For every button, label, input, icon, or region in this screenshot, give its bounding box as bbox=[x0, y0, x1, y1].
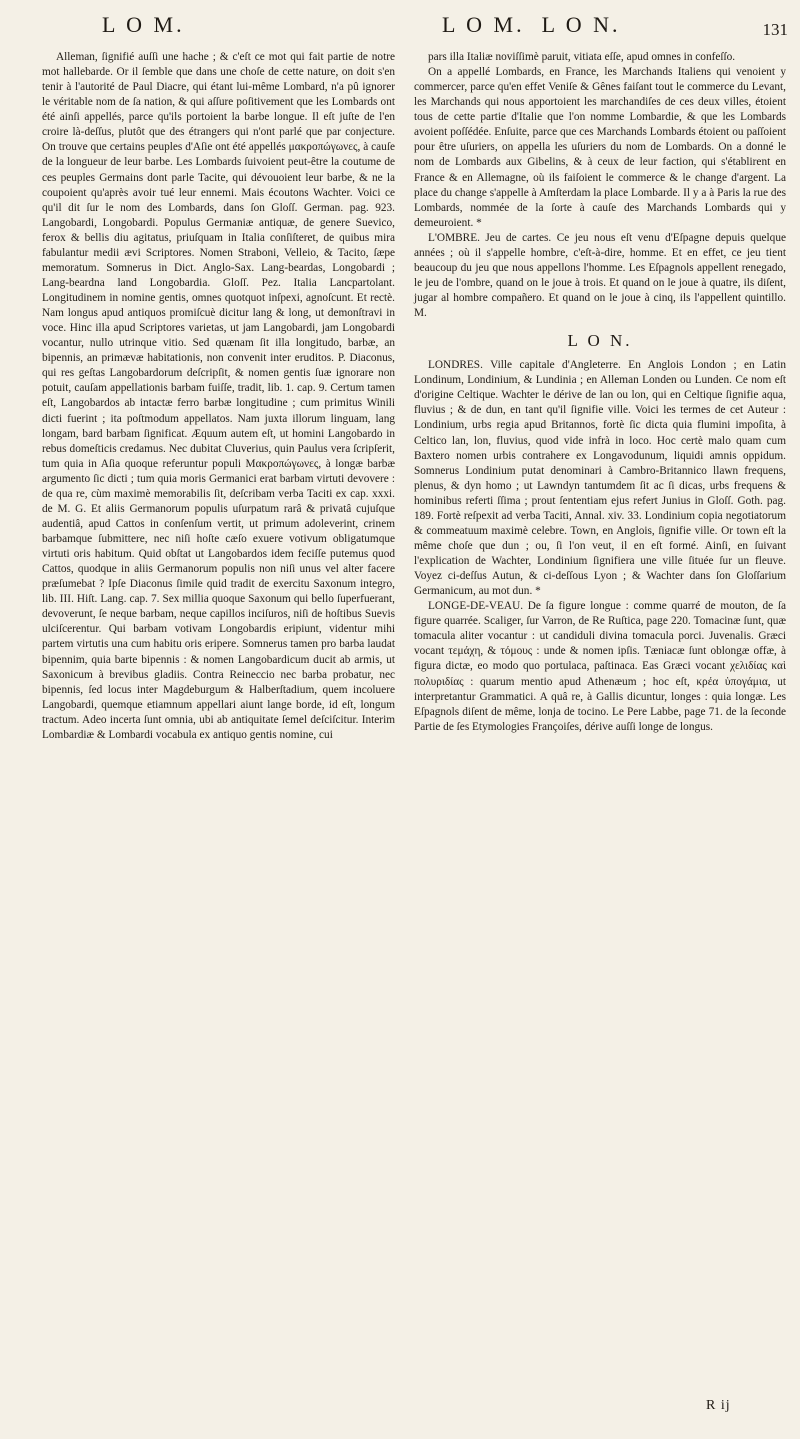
right-paragraph: pars illa Italiæ noviſſimè paruit, vitiata eſſe, apud omnes in confeſſo. bbox=[428, 51, 736, 63]
right-column bbox=[414, 50, 786, 735]
left-column bbox=[42, 50, 395, 743]
section-heading: L O N. bbox=[567, 331, 633, 351]
left-paragraph: Alleman, ſignifié auſſi une hache ; & c'eſt ce mot qui fait partie de notre mot hallebarde. Or il ſemble que dans une choſe de cette nature, on doit s'en tenir à l'autorité de Paul Diacre, qui étant lui-même Lombard, n'a pû ignorer le véritable nom de ſa nation, & qui aſſure poſitivement que les Lombards ont été ainſi appellés, parce qu'ils portoient la barbe longue. Il eſt juſte de l'en croire là-deſſus, plutôt que des étrangers qui n'ont parlé que par conjecture. On trouve que certains peuples d'Aſie ont été appellés μακροπώγωνες, à cauſe de la longueur de leur barbe. Les Lombards ſuivoient peut-être la coutume de ces peuples Germains dont parle Tacite, qui dévouoient leur barbe, & ne la coupoient qu'après avoir tué leur ennemi. Mais écoutons Wachter. Voici ce qu'il dit ſur le nom des Lombards, dans ſon Gloſſ. German. pag. 923. Langobardi, Longobardi. Populus Germaniæ antiquæ, de genere Suevico, ferox & bellis diu agitatus, priuſquam in Italia conſiſteret, de quibus mira fabulantur medii ævi Scriptores. Nomen Straboni, Velleio, & Tacito, ſæpe memoratum. Somnerus in Dict. Anglo-Sax. Lang-beardas, Longobardi ; Lang-beardna land Longobardia. Gloſſ. Pez. Italia Lancpartolant. Longitudinem in nomine gentis, omnes quotquot inſpexi, agnoſcunt. Et rectè. Nam longus apud antiquos promiſcuè dicitur lang & long, ut demonſtravi in voce. Hinc illa apud Scriptores varietas, ut jam Langobardi, jam Longobardi vocantur, nullo utrinque vitio. Sed quænam ſit illa longitudo, barbæ, an bipennis, an primævæ habitationis, non convenit inter eruditos. P. Diaconus, qui res geſtas Langobardorum deſcripſit, & nomen gentis ſuæ ignorare non potuit, cauſam appellationis barbam fuiſſe, tradit, lib. 1. cap. 9. Certum tamen eſt, Langobardos ab intactæ ferro barbæ longitudine ; cum primitus Winili dicti fuerint ; ita poſtmodum appellatos. Nam juxta illorum linguam, lang longam, bard barbam ſignificat. Æquum autem eſt, ut homini Langobardo in rebus domeſticis credamus. Nec dubitat Cluverius, quin Paulus vera ſcripſerit, tum quia in Aſia quoque referuntur populi Μακροπώγωνες, à longæ barbæ argumento ſic dicti ; tum quia moris Germanici erat barbam virtuti devovere : de qua re, cùm maximè memorabilis ſit, deſcribam verba Taciti ex cap. xxxi. de M. G. Et aliis Germanorum populis uſurpatum rarâ & privatâ cujuſque audentiâ, apud Cattos in conſenſum vertit, ut primum adoleverint, crinem barbamque ſubmittere, nec niſi hoſte cæſo exuere votivum obligatumque virtuti oris habitum. Quid obſtat ut Langobardos idem feciſſe putemus quod Cattos, quodque in aliis Germanorum populis non niſi unus vel alter facere præſumebat ? Ipſe Diaconus ſimile quid tradit de exercitu Saxonum integro, lib. III. Hiſt. Lang. cap. 7. Sex millia quoque Saxonum qui bello ſuperfuerant, devoverunt, ſe neque barbam, neque capillos inciſuros, niſi de hoſtibus Suevis ulciſcerentur. Qui barbam votivam Longobardis eripiunt, videntur mihi partem virtutis una cum habitu oris eripere. Somnerus tamen pro barba laudat bipennim, quia barte bipennis : & nomen Langobardicum ducit ab armis, ut Saxonicum à brevibus gladiis. Contra Reineccio nec barba probatur, nec bipennis, ſed locus inter Magdeburgum & Halberſtadium, quem incoluere Langobardi, quemque etiamnum appellari aiunt lange borde, id eſt, longum tractum. Adeo incerta ſunt omnia, ubi ab antiquitate ſemel deſciſcitur. Interim Lombardiæ & Lombardi vocabula ex antiquo gentis nomine, cui bbox=[42, 51, 395, 741]
left-head-title: L O M. bbox=[102, 12, 185, 37]
right-running-head bbox=[412, 0, 788, 50]
right-head-title: L O M. L O N. bbox=[442, 12, 621, 37]
right-paragraph: LONDRES. Ville capitale d'Angleterre. En Anglois London ; en Latin Londinum, Londinium, & Lundinia ; en Alleman Londen ou Lunden. Ce nom eſt d'origine Celtique. Wachter le dérive de lan ou lon, qui en Celtique ſignifie aqua, fluvius ; & de dun, en tant qu'il ſignifie ville. Voici les termes de cet Auteur : Londinium, urbs regia apud Britannos, fortè ſic dicta quia flumini impoſita, à Celtico lan, lon, fluvius, quod vide infrà in loco. Hoc certè malo quam cum Baxtero nomen urbis contrahere ex Longavodunum, liquidi amnis oppidum. Somnerus Londinium putat denominari à Cambro-Britannico llawn frequens, plenus, & dyn homo ; ut Lawndyn tantumdem ſit ac ſi dicas, urbs frequens & hominibus referti ſſima ; prout ſententiam ejus refert Junius in Gloſſ. Goth. pag. 189. Fortè reſpexit ad verba Taciti, Annal. xiv. 33. Londinium copia negotiatorum & commeatuum maximè celebre. Town, en Anglois, ſignifie ville. Or town eſt la même choſe que dun ; ou, ſi l'on veut, il en eſt formé. Ainſi, en ſuivant l'explication de Wachter, Londinium ſignifiera une ville ſituée ſur un fleuve. Voyez ci-deſſus Autun, & ci-deſſous Lyon ; & Wachter dans ſon Gloſſarium Germanicum, au mot dun. * bbox=[414, 359, 786, 598]
left-running-head bbox=[42, 0, 392, 50]
right-paragraph: L'OMBRE. Jeu de cartes. Ce jeu nous eſt venu d'Eſpagne depuis quelque années ; où il s'appelle hombre, c'eſt-à-dire, homme. Et en effet, ce jeu tient beaucoup du jeu que nous appellons l'homme. Les Eſpagnols appellent renegado, le jeu de l'ombre, quand on le joue à trois. Et quand on le joue à quatre, ils diſent, jugar al hombre compañero. Et quand on le joue à cinq, ils l'appellent quintillo. M. bbox=[414, 231, 786, 320]
right-paragraph: LONGE-DE-VEAU. De ſa figure longue : comme quarré de mouton, de ſa figure quarrée. Scaliger, ſur Varron, de Re Ruſtica, page 220. Tomacinæ ſunt, quæ tomacula aliter vocantur : ut candiduli divina tomacula porci. Juvenalis. Græci vocant τεμάχη, & τόμους : unde & nomen ipſis. Tæniacæ ſunt oblongæ offæ, à figura dictæ, eo modo quo portulaca, paſtinaca. Eas Græci vocant χελιδίας καὶ πολυριδίας : quarum mentio apud Athenæum ; hoc eſt, κρέα ὑπογάμια, ut interpretantur Grammatici. A quâ re, à Gallis dicuntur, longes : quia longæ. Les Eſpagnols diſent de même, lonja de tocino. Le Pere Labbe, page 71. de la ſeconde Partie de ſes Etymologies Françoiſes, dérive auſſi longe de longus. bbox=[414, 600, 786, 733]
right-paragraph: On a appellé Lombards, en France, les Marchands Italiens qui venoient y commercer, parce qu'en effet Veniſe & Gênes faiſant tout le commerce du Levant, les Marchands qui nous apportoient les marchandiſes de ces deux villes, étoient tous de cette partie d'Italie que l'on nomme Lombardie, & que les Lombards avoient poſſédée. Enſuite, parce que ces Marchands Lombards étoient ou paſſoient pour être uſuriers, on appella les uſuriers du nom de Lombards. On a donné le nom de Lombards aux Gibelins, & à ceux de leur faction, qui s'établirent en France & en Allemagne, où ils faiſoient le commerce & le change d'argent. La place du change s'appelle à Amſterdam la place Lombarde. Il y a à Paris la rue des Lombards, nommée de la ſorte à cauſe des Marchands Lombards qui y demeuroient. * bbox=[414, 66, 786, 229]
page-number: 131 bbox=[762, 20, 788, 39]
signature-mark: R ij bbox=[706, 1398, 731, 1413]
